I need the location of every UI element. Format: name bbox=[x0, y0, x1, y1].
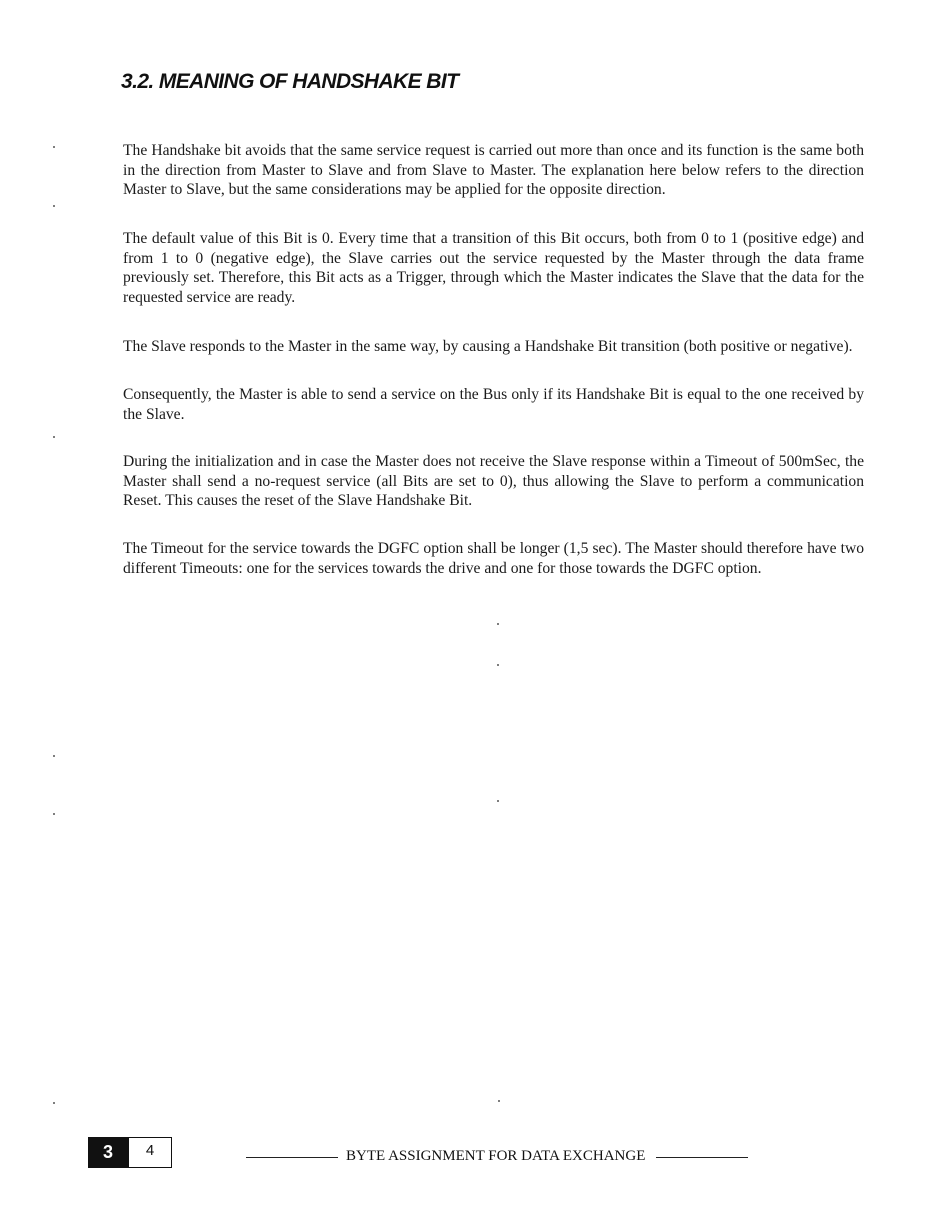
scan-speck bbox=[498, 1100, 500, 1102]
chapter-page-badge bbox=[88, 1137, 172, 1168]
section-title: 3.2. MEANING OF HANDSHAKE BIT bbox=[121, 70, 459, 93]
scan-speck bbox=[53, 1102, 55, 1104]
footer-running-title: BYTE ASSIGNMENT FOR DATA EXCHANGE bbox=[346, 1148, 646, 1164]
scan-speck bbox=[497, 623, 499, 625]
page-number: 4 bbox=[128, 1137, 172, 1168]
scan-speck bbox=[53, 755, 55, 757]
scan-speck bbox=[53, 436, 55, 438]
paragraph-initialization: During the initialization and in case the Master does not receive the Slave response within a Timeout of 500mSec, the Master shall send a no-request service (all Bits are set to 0), thus allowing the Slave to perform a communication Reset. This causes the reset of the Slave Handshake Bit. bbox=[123, 453, 864, 509]
scan-speck bbox=[497, 800, 499, 802]
scan-speck bbox=[53, 813, 55, 815]
scan-speck bbox=[497, 664, 499, 666]
scan-speck bbox=[53, 146, 55, 148]
paragraph-default-value: The default value of this Bit is 0. Every time that a transition of this Bit occurs, both from 0 to 1 (positive edge) and from 1 to 0 (negative edge), the Slave carries out the service requested by the Master through the data frame previously set. Therefore, this Bit acts as a Trigger, through which the Master indicates the Slave that the data for the requested service are ready. bbox=[123, 230, 864, 306]
paragraph-timeout: The Timeout for the service towards the DGFC option shall be longer (1,5 sec). The Master should therefore have two different Timeouts: one for the services towards the drive and one for those towards the DGFC option. bbox=[123, 540, 864, 577]
paragraph-slave-response: The Slave responds to the Master in the same way, by causing a Handshake Bit transition (both positive or negative). bbox=[123, 338, 853, 355]
scan-speck bbox=[53, 205, 55, 207]
paragraph-handshake-purpose: The Handshake bit avoids that the same service request is carried out more than once and its function is the same both in the direction from Master to Slave and from Slave to Master. The explanation here below refers to the direction Master to Slave, but the same considerations may be applied for the opposite direction. bbox=[123, 142, 864, 198]
paragraph-consequence: Consequently, the Master is able to send a service on the Bus only if its Handshake Bit is equal to the one received by the Slave. bbox=[123, 386, 864, 423]
chapter-number: 3 bbox=[88, 1137, 128, 1168]
footer-rule-left bbox=[246, 1157, 338, 1158]
footer-rule-right bbox=[656, 1157, 748, 1158]
